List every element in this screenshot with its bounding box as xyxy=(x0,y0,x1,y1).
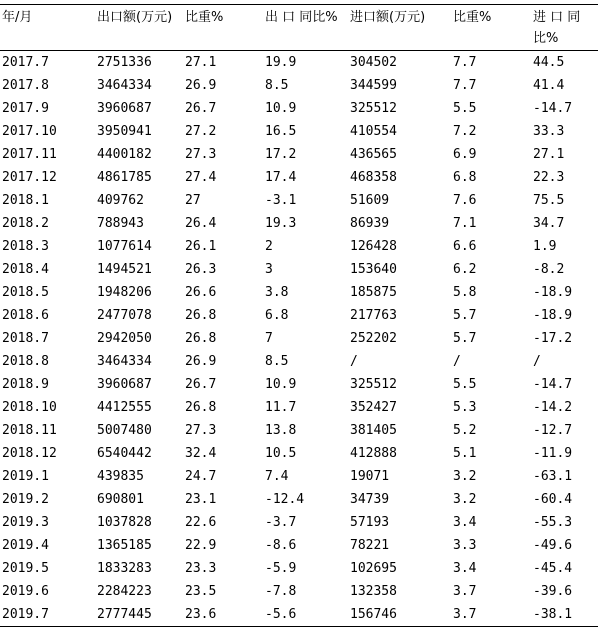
table-body xyxy=(0,51,598,627)
cell-export-amount: 5007480 xyxy=(97,423,152,438)
cell-import-yoy: -63.1 xyxy=(533,469,573,484)
cell-import-amount: 57193 xyxy=(350,515,390,530)
cell-import-share: 3.7 xyxy=(453,607,477,622)
header-export-yoy: 出 口 同比% xyxy=(265,10,338,25)
cell-import-amount: 217763 xyxy=(350,308,397,323)
cell-export-yoy: -5.6 xyxy=(265,607,297,622)
table-row xyxy=(0,143,598,166)
cell-export-share: 26.9 xyxy=(185,78,217,93)
table-row xyxy=(0,258,598,281)
cell-year-month: 2018.8 xyxy=(2,354,49,369)
cell-export-share: 22.9 xyxy=(185,538,217,553)
cell-export-share: 23.3 xyxy=(185,561,217,576)
cell-import-yoy: -38.1 xyxy=(533,607,573,622)
cell-export-share: 26.7 xyxy=(185,101,217,116)
cell-import-share: 7.2 xyxy=(453,124,477,139)
cell-import-share: 6.2 xyxy=(453,262,477,277)
cell-import-amount: 126428 xyxy=(350,239,397,254)
table-header xyxy=(0,5,598,51)
table-row xyxy=(0,488,598,511)
table-row xyxy=(0,511,598,534)
cell-import-yoy: 75.5 xyxy=(533,193,565,208)
cell-import-amount: 325512 xyxy=(350,101,397,116)
cell-export-share: 26.8 xyxy=(185,331,217,346)
cell-export-amount: 788943 xyxy=(97,216,144,231)
cell-export-share: 27.1 xyxy=(185,55,217,70)
cell-import-amount: 185875 xyxy=(350,285,397,300)
cell-export-amount: 3960687 xyxy=(97,377,152,392)
cell-import-amount: 153640 xyxy=(350,262,397,277)
cell-import-yoy: -14.2 xyxy=(533,400,573,415)
cell-export-yoy: 10.9 xyxy=(265,101,297,116)
cell-export-share: 27.3 xyxy=(185,423,217,438)
cell-import-share: 6.6 xyxy=(453,239,477,254)
cell-import-amount: 325512 xyxy=(350,377,397,392)
cell-export-share: 26.4 xyxy=(185,216,217,231)
cell-export-share: 32.4 xyxy=(185,446,217,461)
cell-export-amount: 2284223 xyxy=(97,584,152,599)
cell-export-share: 26.8 xyxy=(185,400,217,415)
cell-export-yoy: 11.7 xyxy=(265,400,297,415)
cell-export-yoy: -3.1 xyxy=(265,193,297,208)
table-row xyxy=(0,97,598,120)
cell-import-amount: 381405 xyxy=(350,423,397,438)
header-export-amount: 出口额(万元) xyxy=(97,10,173,25)
cell-import-amount: 468358 xyxy=(350,170,397,185)
cell-import-yoy: -18.9 xyxy=(533,308,573,323)
cell-year-month: 2017.8 xyxy=(2,78,49,93)
table-row xyxy=(0,580,598,603)
table-row xyxy=(0,189,598,212)
cell-import-yoy: -17.2 xyxy=(533,331,573,346)
cell-import-share: 7.6 xyxy=(453,193,477,208)
cell-export-amount: 439835 xyxy=(97,469,144,484)
table-row xyxy=(0,304,598,327)
cell-export-amount: 3464334 xyxy=(97,354,152,369)
table-row xyxy=(0,557,598,580)
cell-import-share: 5.1 xyxy=(453,446,477,461)
cell-export-yoy: 3.8 xyxy=(265,285,289,300)
cell-import-yoy: -49.6 xyxy=(533,538,573,553)
cell-export-share: 27.4 xyxy=(185,170,217,185)
cell-year-month: 2018.5 xyxy=(2,285,49,300)
cell-import-amount: 78221 xyxy=(350,538,390,553)
cell-import-yoy: 33.3 xyxy=(533,124,565,139)
cell-export-share: 26.6 xyxy=(185,285,217,300)
cell-export-yoy: 7.4 xyxy=(265,469,289,484)
cell-export-yoy: -5.9 xyxy=(265,561,297,576)
cell-export-share: 26.7 xyxy=(185,377,217,392)
table-row xyxy=(0,166,598,189)
cell-export-yoy: 17.2 xyxy=(265,147,297,162)
table-row xyxy=(0,603,598,627)
cell-export-yoy: 10.5 xyxy=(265,446,297,461)
cell-year-month: 2018.11 xyxy=(2,423,57,438)
cell-import-yoy: -39.6 xyxy=(533,584,573,599)
cell-export-amount: 1037828 xyxy=(97,515,152,530)
cell-import-share: 7.1 xyxy=(453,216,477,231)
table-row xyxy=(0,442,598,465)
cell-export-amount: 1494521 xyxy=(97,262,152,277)
cell-import-share: 3.4 xyxy=(453,561,477,576)
cell-import-yoy: -45.4 xyxy=(533,561,573,576)
cell-import-share: 5.5 xyxy=(453,101,477,116)
cell-year-month: 2019.1 xyxy=(2,469,49,484)
cell-year-month: 2018.6 xyxy=(2,308,49,323)
table-row xyxy=(0,212,598,235)
cell-export-share: 24.7 xyxy=(185,469,217,484)
cell-import-yoy: 22.3 xyxy=(533,170,565,185)
cell-import-share: 6.9 xyxy=(453,147,477,162)
cell-export-share: 27.3 xyxy=(185,147,217,162)
cell-import-share: / xyxy=(453,354,461,369)
cell-import-share: 5.7 xyxy=(453,331,477,346)
table-row xyxy=(0,120,598,143)
cell-export-amount: 1077614 xyxy=(97,239,152,254)
header-import-amount: 进口额(万元) xyxy=(350,10,426,25)
cell-export-amount: 690801 xyxy=(97,492,144,507)
cell-import-amount: 252202 xyxy=(350,331,397,346)
cell-import-share: 3.7 xyxy=(453,584,477,599)
cell-import-yoy: 1.9 xyxy=(533,239,557,254)
table-row xyxy=(0,373,598,396)
table-row xyxy=(0,419,598,442)
cell-import-amount: 132358 xyxy=(350,584,397,599)
cell-export-yoy: -3.7 xyxy=(265,515,297,530)
cell-import-yoy: 34.7 xyxy=(533,216,565,231)
cell-import-amount: / xyxy=(350,354,358,369)
cell-import-amount: 344599 xyxy=(350,78,397,93)
cell-export-yoy: 7 xyxy=(265,331,273,346)
table-row xyxy=(0,51,598,75)
cell-export-amount: 3950941 xyxy=(97,124,152,139)
cell-import-share: 3.4 xyxy=(453,515,477,530)
cell-import-amount: 436565 xyxy=(350,147,397,162)
cell-year-month: 2019.2 xyxy=(2,492,49,507)
cell-year-month: 2019.7 xyxy=(2,607,49,622)
cell-export-amount: 4400182 xyxy=(97,147,152,162)
cell-export-yoy: 8.5 xyxy=(265,354,289,369)
cell-export-yoy: 3 xyxy=(265,262,273,277)
cell-year-month: 2017.7 xyxy=(2,55,49,70)
cell-import-yoy: 41.4 xyxy=(533,78,565,93)
cell-import-share: 3.2 xyxy=(453,492,477,507)
cell-import-amount: 19071 xyxy=(350,469,390,484)
cell-year-month: 2018.10 xyxy=(2,400,57,415)
cell-export-amount: 4412555 xyxy=(97,400,152,415)
cell-export-yoy: 10.9 xyxy=(265,377,297,392)
cell-import-share: 5.5 xyxy=(453,377,477,392)
cell-export-amount: 2777445 xyxy=(97,607,152,622)
cell-import-amount: 352427 xyxy=(350,400,397,415)
cell-year-month: 2018.1 xyxy=(2,193,49,208)
cell-import-yoy: -55.3 xyxy=(533,515,573,530)
cell-import-share: 5.7 xyxy=(453,308,477,323)
table-row xyxy=(0,281,598,304)
cell-year-month: 2019.4 xyxy=(2,538,49,553)
table-row xyxy=(0,350,598,373)
cell-year-month: 2018.7 xyxy=(2,331,49,346)
cell-import-share: 6.8 xyxy=(453,170,477,185)
cell-import-share: 3.3 xyxy=(453,538,477,553)
cell-year-month: 2018.4 xyxy=(2,262,49,277)
cell-import-yoy: -8.2 xyxy=(533,262,565,277)
cell-import-share: 3.2 xyxy=(453,469,477,484)
cell-year-month: 2019.3 xyxy=(2,515,49,530)
cell-export-amount: 409762 xyxy=(97,193,144,208)
cell-import-yoy: / xyxy=(533,354,541,369)
cell-import-share: 5.2 xyxy=(453,423,477,438)
cell-year-month: 2019.5 xyxy=(2,561,49,576)
cell-import-amount: 51609 xyxy=(350,193,390,208)
cell-export-yoy: 8.5 xyxy=(265,78,289,93)
table-row xyxy=(0,235,598,258)
cell-year-month: 2018.2 xyxy=(2,216,49,231)
cell-export-share: 23.5 xyxy=(185,584,217,599)
cell-import-share: 5.8 xyxy=(453,285,477,300)
cell-import-amount: 410554 xyxy=(350,124,397,139)
cell-export-share: 26.8 xyxy=(185,308,217,323)
header-year-month: 年/月 xyxy=(2,10,33,25)
table-row xyxy=(0,74,598,97)
cell-export-amount: 2942050 xyxy=(97,331,152,346)
cell-import-yoy: 27.1 xyxy=(533,147,565,162)
cell-export-amount: 4861785 xyxy=(97,170,152,185)
cell-import-amount: 102695 xyxy=(350,561,397,576)
header-export-share: 比重% xyxy=(185,10,224,25)
cell-export-amount: 1948206 xyxy=(97,285,152,300)
cell-export-yoy: 13.8 xyxy=(265,423,297,438)
cell-import-yoy: -14.7 xyxy=(533,377,573,392)
cell-year-month: 2017.12 xyxy=(2,170,57,185)
cell-year-month: 2017.10 xyxy=(2,124,57,139)
cell-export-amount: 3464334 xyxy=(97,78,152,93)
cell-year-month: 2017.11 xyxy=(2,147,57,162)
cell-import-yoy: -18.9 xyxy=(533,285,573,300)
cell-export-yoy: 16.5 xyxy=(265,124,297,139)
cell-export-yoy: 2 xyxy=(265,239,273,254)
cell-import-yoy: -60.4 xyxy=(533,492,573,507)
cell-year-month: 2017.9 xyxy=(2,101,49,116)
cell-export-yoy: 17.4 xyxy=(265,170,297,185)
cell-export-amount: 3960687 xyxy=(97,101,152,116)
cell-export-share: 26.3 xyxy=(185,262,217,277)
cell-export-yoy: -7.8 xyxy=(265,584,297,599)
cell-export-share: 23.1 xyxy=(185,492,217,507)
trade-data-table xyxy=(0,4,598,627)
cell-export-share: 22.6 xyxy=(185,515,217,530)
header-import-share: 比重% xyxy=(453,10,492,25)
cell-export-share: 26.9 xyxy=(185,354,217,369)
cell-export-amount: 1833283 xyxy=(97,561,152,576)
cell-export-share: 26.1 xyxy=(185,239,217,254)
cell-import-yoy: 44.5 xyxy=(533,55,565,70)
table-row xyxy=(0,465,598,488)
table-row xyxy=(0,534,598,557)
cell-import-yoy: -11.9 xyxy=(533,446,573,461)
cell-import-amount: 412888 xyxy=(350,446,397,461)
cell-import-amount: 156746 xyxy=(350,607,397,622)
cell-export-yoy: 19.9 xyxy=(265,55,297,70)
cell-import-amount: 304502 xyxy=(350,55,397,70)
cell-export-share: 27 xyxy=(185,193,201,208)
cell-year-month: 2018.9 xyxy=(2,377,49,392)
cell-export-amount: 6540442 xyxy=(97,446,152,461)
header-import-yoy: 进 口 同比% xyxy=(533,10,581,46)
cell-import-share: 7.7 xyxy=(453,55,477,70)
cell-import-yoy: -12.7 xyxy=(533,423,573,438)
cell-import-yoy: -14.7 xyxy=(533,101,573,116)
cell-year-month: 2019.6 xyxy=(2,584,49,599)
cell-import-share: 7.7 xyxy=(453,78,477,93)
cell-export-amount: 2477078 xyxy=(97,308,152,323)
cell-import-share: 5.3 xyxy=(453,400,477,415)
cell-export-amount: 2751336 xyxy=(97,55,152,70)
cell-export-yoy: -8.6 xyxy=(265,538,297,553)
cell-export-yoy: 6.8 xyxy=(265,308,289,323)
cell-export-share: 23.6 xyxy=(185,607,217,622)
cell-export-yoy: -12.4 xyxy=(265,492,305,507)
table-row xyxy=(0,327,598,350)
cell-year-month: 2018.3 xyxy=(2,239,49,254)
cell-year-month: 2018.12 xyxy=(2,446,57,461)
cell-import-amount: 34739 xyxy=(350,492,390,507)
cell-export-amount: 1365185 xyxy=(97,538,152,553)
cell-import-amount: 86939 xyxy=(350,216,390,231)
header-row xyxy=(0,5,598,51)
cell-export-share: 27.2 xyxy=(185,124,217,139)
cell-export-yoy: 19.3 xyxy=(265,216,297,231)
table-row xyxy=(0,396,598,419)
